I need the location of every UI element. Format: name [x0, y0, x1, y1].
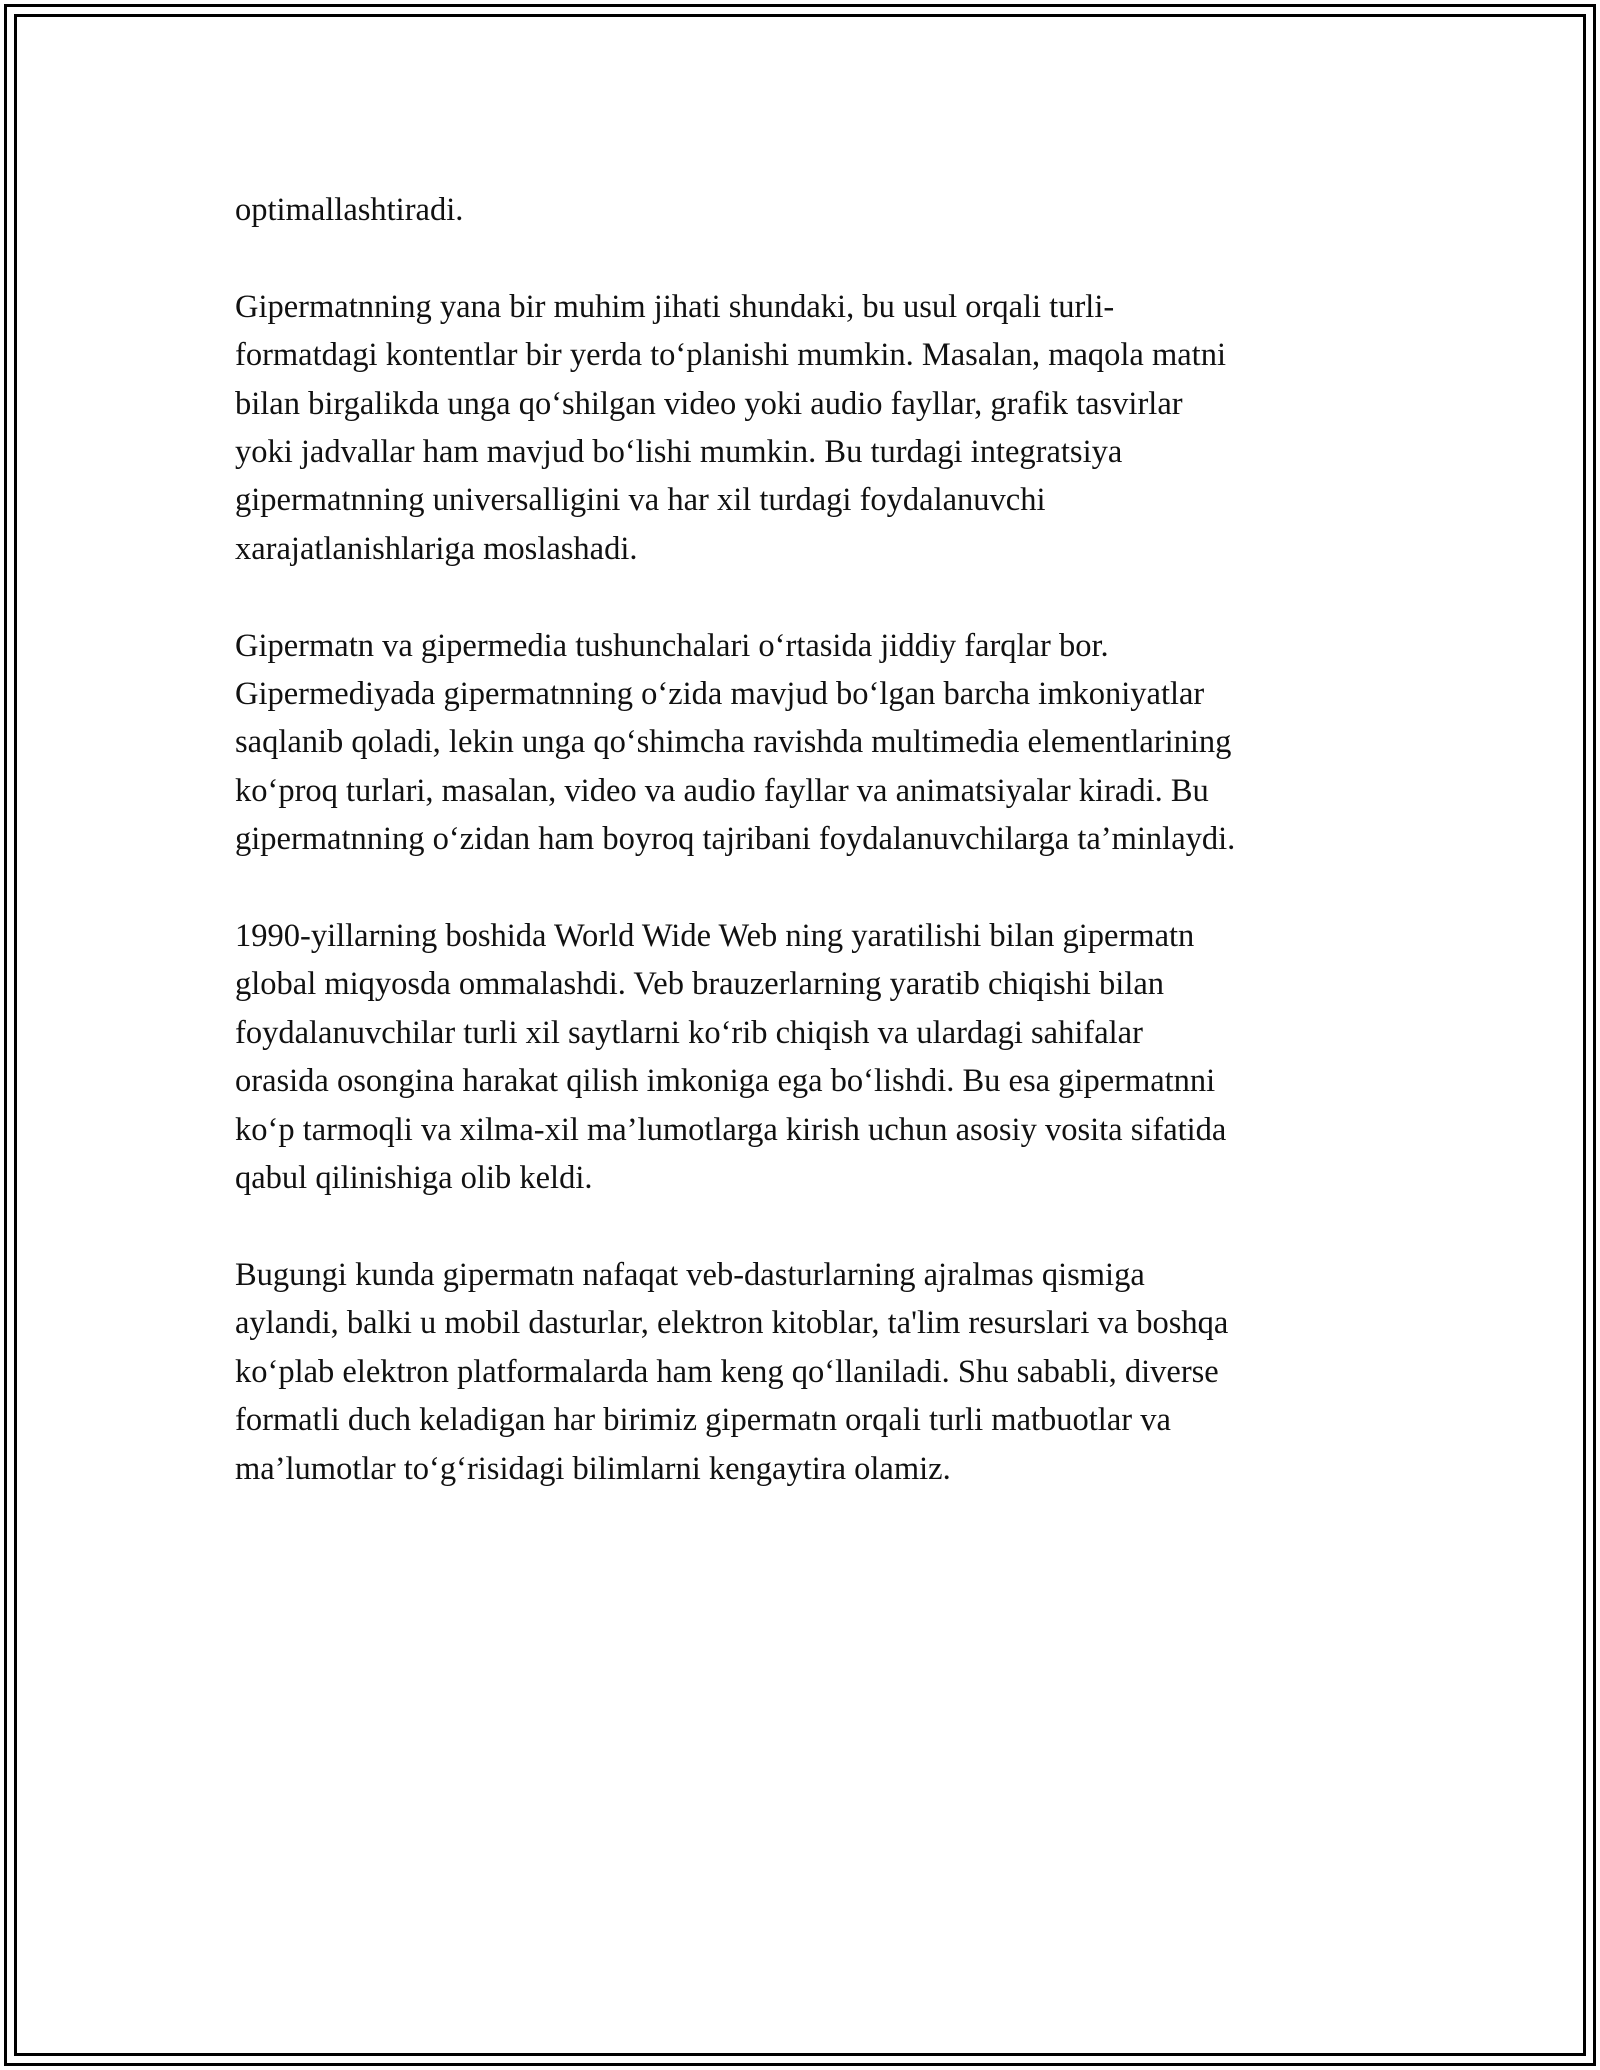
paragraph-4: 1990-yillarning boshida World Wide Web ning yaratilishi bilan gipermatn global miqyosda ommalashdi. Veb brauzerlarning yaratib chiqishi bilan foydalanuvchilar turli xil saytlarni ko‘rib chiqish va ulardagi sahifalar orasida osongina harakat qilish imkoniga ega bo‘lishdi. Bu esa gipermatnni ko‘p tarmoqli va xilma-xil ma’lumotlarga kirish uchun asosiy vosita sifatida qabul qilinishiga olib keldi.: [235, 918, 1227, 1197]
paragraph-1: optimallashtiradi.: [235, 192, 464, 228]
document-body: [235, 186, 1385, 1541]
paragraph-5: Bugungi kunda gipermatn nafaqat veb-dasturlarning ajralmas qismiga aylandi, balki u mobil dasturlar, elektron kitoblar, ta'lim resurslari va boshqa ko‘plab elektron platformalarda ham keng qo‘llaniladi. Shu sababli, diverse formatli duch keladigan har birimiz gipermatn orqali turli matbuotlar va ma’lumotlar to‘g‘risidagi bilimlarni kengaytira olamiz.: [235, 1256, 1229, 1487]
paragraph-3: Gipermatn va gipermedia tushunchalari o‘rtasida jiddiy farqlar bor. Gipermediyada gipermatnning o‘zida mavjud bo‘lgan barcha imkoniyatlar saqlanib qoladi, lekin unga qo‘shimcha ravishda multimedia elementlarining ko‘proq turlari, masalan, video va audio fayllar va animatsiyalar kiradi. Bu gipermatnning o‘zidan ham boyroq tajribani foydalanuvchilarga ta’minlaydi.: [235, 627, 1236, 858]
paragraph-2: Gipermatnning yana bir muhim jihati shundaki, bu usul orqali turli- formatdagi kontentlar bir yerda to‘planishi mumkin. Masalan, maqola matni bilan birgalikda unga qo‘shilgan video yoki audio fayllar, grafik tasvirlar yoki jadvallar ham mavjud bo‘lishi mumkin. Bu turdagi integratsiya gipermatnning universalligini va har xil turdagi foydalanuvchi xarajatlanishlariga moslashadi.: [235, 288, 1226, 567]
